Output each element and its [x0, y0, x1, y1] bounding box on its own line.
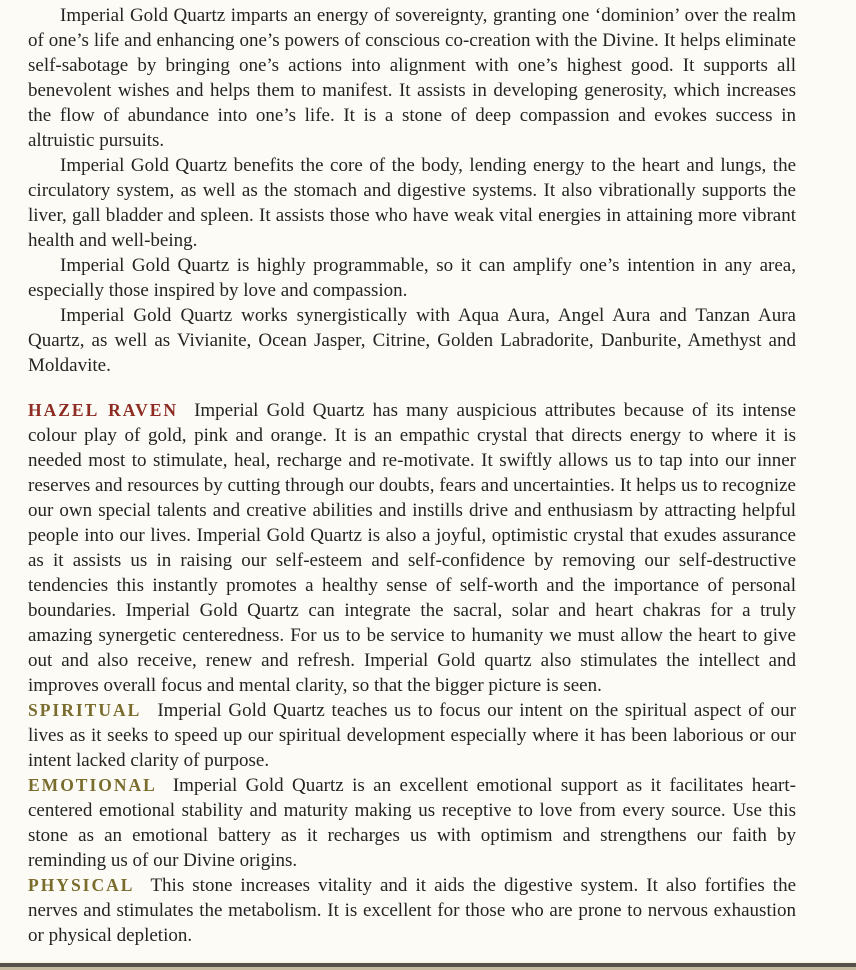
intro-paragraph-2: Imperial Gold Quartz benefits the core of the body, lending energy to the heart and lungs, the circulatory system, as well as the stomach and digestive systems. It also vibrationally supports the liver, gall bladder and spleen. It assists those who have weak vital energies in attaining more vibrant health and well-being. — [28, 155, 796, 251]
intro-paragraph-3: Imperial Gold Quartz is highly programmable, so it can amplify one’s intention in any area, especially those inspired by love and compassion. — [28, 255, 796, 301]
author-sections — [28, 398, 796, 948]
intro-paragraph-4: Imperial Gold Quartz works synergistically with Aqua Aura, Angel Aura and Tanzan Aura Quartz, as well as Vivianite, Ocean Jasper, Citrine, Golden Labradorite, Danburite, Amethyst and Moldavite. — [28, 305, 796, 376]
section-text-physical: This stone increases vitality and it aids the digestive system. It also fortifies the nerves and stimulates the metabolism. It is excellent for those who are prone to nervous exhaustion or physical depletion. — [28, 875, 796, 946]
section-emotional — [28, 773, 796, 873]
section-label-emotional: EMOTIONAL — [28, 775, 157, 795]
section-label-hazel-raven: HAZEL RAVEN — [28, 400, 179, 420]
section-text-emotional: Imperial Gold Quartz is an excellent emotional support as it facilitates heart-centered emotional stability and maturity making us receptive to love from every source. Use this stone as an emotional battery as it recharges us with optimism and strengthens our faith by reminding us of our Divine origins. — [28, 775, 796, 871]
section-physical — [28, 873, 796, 948]
section-spiritual — [28, 698, 796, 773]
section-text-spiritual: Imperial Gold Quartz teaches us to focus our intent on the spiritual aspect of our lives as it seeks to speed up our spiritual development especially where it has been laborious or our intent lacked clarity of purpose. — [28, 700, 796, 771]
section-label-spiritual: SPIRITUAL — [28, 700, 142, 720]
intro-paragraph-1: Imperial Gold Quartz imparts an energy of sovereignty, granting one ‘dominion’ over the realm of one’s life and enhancing one’s powers of conscious co-creation with the Divine. It helps eliminate self-sabotage by bringing one’s actions into alignment with one’s highest good. It supports all benevolent wishes and helps them to manifest. It assists in developing generosity, which increases the flow of abundance into one’s life. It is a stone of deep compassion and evokes success in altruistic pursuits. — [28, 5, 796, 151]
scanned-page-edge — [0, 961, 856, 970]
section-hazel-raven — [28, 398, 796, 698]
section-text-hazel-raven: Imperial Gold Quartz has many auspicious attributes because of its intense colour play of gold, pink and orange. It is an empathic crystal that directs energy to where it is needed most to stimulate, heal, recharge and re-motivate. It swiftly allows us to tap into our inner reserves and resources by cutting through our doubts, fears and uncertainties. It helps us to recognize our own special talents and creative abilities and instills drive and enthusiasm by attracting helpful people into our lives. Imperial Gold Quartz is also a joyful, optimistic crystal that exudes assurance as it assists us in raising our self-esteem and self-confidence by removing our self-destructive tendencies this instantly promotes a healthy sense of self-worth and the importance of personal boundaries. Imperial Gold Quartz can integrate the sacral, solar and heart chakras for a truly amazing synergetic centeredness. For us to be service to humanity we must allow the heart to give out and also receive, renew and refresh. Imperial Gold quartz also stimulates the intellect and improves overall focus and mental clarity, so that the bigger picture is seen. — [28, 400, 796, 696]
section-label-physical: PHYSICAL — [28, 875, 135, 895]
